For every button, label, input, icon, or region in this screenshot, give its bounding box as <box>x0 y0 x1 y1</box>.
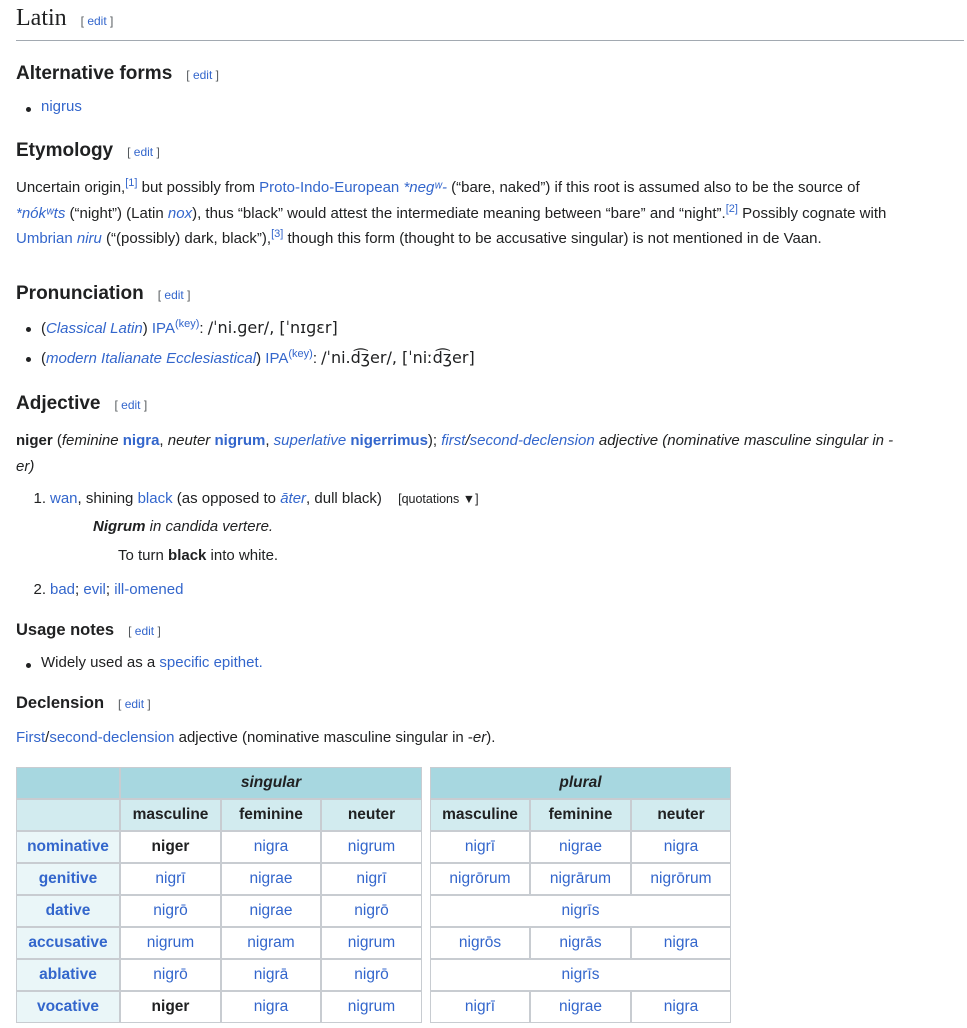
case-header[interactable]: dative <box>16 895 120 927</box>
table-cell[interactable]: nigrae <box>530 831 631 863</box>
edit-link[interactable]: edit <box>124 697 145 711</box>
gender-header: neuter <box>631 799 731 831</box>
declension-table-plural <box>430 767 731 1023</box>
language-title: Latin <box>16 5 67 31</box>
definition-1: 1. wan, shining black (as opposed to āter, dull black) [quotations ▼] <box>33 490 479 507</box>
section-adjective: Adjective [ edit ] <box>16 393 148 414</box>
black-link[interactable]: black <box>137 490 173 507</box>
bullet-icon <box>26 663 31 668</box>
pie-link[interactable]: Proto-Indo-European <box>259 179 400 196</box>
number-header: plural <box>430 767 731 799</box>
list-item: (modern Italianate Ecclesiastical) $IPA^{(key)}$: /ˈni.d͡ʒer/, [ˈniːd͡ʒer] <box>26 348 475 367</box>
gender-header: masculine <box>120 799 221 831</box>
list-item: Widely used as a specific epithet. <box>26 654 263 671</box>
table-cell[interactable]: nigrārum <box>530 863 631 895</box>
neg-link[interactable]: *negʷ- <box>403 179 447 196</box>
declension-table-singular <box>16 767 422 1023</box>
table-cell: niger <box>120 831 221 863</box>
nokts-link[interactable]: *nókʷts <box>16 204 66 222</box>
bullet-icon <box>26 107 31 112</box>
table-cell[interactable]: nigrō <box>321 959 422 991</box>
nigra-link[interactable]: nigra <box>122 432 160 449</box>
table-cell[interactable]: nigra <box>631 991 731 1023</box>
table-cell[interactable]: nigra <box>631 831 731 863</box>
heading-rule <box>16 40 964 41</box>
section-title: Alternative forms <box>16 63 173 84</box>
table-cell[interactable]: nigrī <box>430 991 530 1023</box>
declension-summary: First/second-declension adjective (nominative masculine singular in -er). <box>16 729 496 746</box>
ref-1[interactable]: [1] <box>125 177 138 189</box>
section-usage-notes: Usage notes [ edit ] <box>16 621 161 639</box>
gender-header: masculine <box>430 799 530 831</box>
table-cell[interactable]: nigram <box>221 927 321 959</box>
table-cell[interactable]: nigrā <box>221 959 321 991</box>
ipa-link[interactable]: IPA <box>265 350 289 367</box>
second-declension-link[interactable]: second-declension <box>469 432 595 449</box>
section-title: Declension <box>16 694 105 712</box>
second-declension-link[interactable]: second-declension <box>49 729 175 746</box>
table-cell[interactable]: nigrae <box>221 895 321 927</box>
nigerrimus-link[interactable]: nigerrimus <box>350 432 428 449</box>
gender-header: neuter <box>321 799 422 831</box>
table-cell[interactable]: nigra <box>631 927 731 959</box>
edit-link[interactable]: edit <box>164 288 184 302</box>
table-cell[interactable]: nigrās <box>530 927 631 959</box>
corner-cell <box>16 767 120 799</box>
ipa-classical: /ˈni.ɡer/, [ˈnɪɡɛr] <box>207 318 338 337</box>
wan-link[interactable]: wan <box>50 490 78 507</box>
table-cell[interactable]: nigrōrum <box>631 863 731 895</box>
gender-header: feminine <box>221 799 321 831</box>
headword-line: niger (feminine nigra, neuter nigrum, superlative nigerrimus); first/second-declension adjective (nominative masculine singular in - er) <box>16 432 894 475</box>
section-title: Usage notes <box>16 621 115 639</box>
usage-example: Nigrum in candida vertere. <box>93 518 274 535</box>
umbrian-link[interactable]: Umbrian <box>16 230 73 247</box>
table-cell[interactable]: nigrae <box>221 863 321 895</box>
example-translation: To turn black into white. <box>118 547 279 564</box>
first-link[interactable]: First <box>16 729 46 746</box>
table-cell[interactable]: nigrō <box>120 895 221 927</box>
ill-omened-link[interactable]: ill-omened <box>114 581 184 598</box>
nox-link[interactable]: nox <box>167 204 193 222</box>
ref-3[interactable]: [3] <box>271 228 284 240</box>
section-etymology: Etymology [ edit ] <box>16 140 160 161</box>
ecclesiastical-link[interactable]: modern Italianate Ecclesiastical <box>46 350 257 367</box>
superlative-link[interactable]: superlative <box>273 432 347 449</box>
ipa-key-link[interactable]: (key) <box>288 348 313 360</box>
table-cell[interactable]: nigrum <box>321 831 422 863</box>
bullet-icon <box>26 327 31 332</box>
nigrum-link[interactable]: nigrum <box>214 432 266 449</box>
table-cell[interactable]: nigrō <box>321 895 422 927</box>
table-cell[interactable]: nigra <box>221 991 321 1023</box>
case-header[interactable]: ablative <box>16 959 120 991</box>
language-heading: Latin [ edit ] <box>16 5 114 31</box>
table-cell[interactable]: nigrī <box>430 831 530 863</box>
classical-latin-link[interactable]: Classical Latin <box>46 320 143 337</box>
ipa-key-link[interactable]: (key) <box>174 318 200 330</box>
list-item <box>26 98 82 115</box>
section-pronunciation: Pronunciation [ edit ] <box>16 283 191 304</box>
table-cell[interactable]: nigrī <box>120 863 221 895</box>
edit-link[interactable]: edit <box>134 624 155 638</box>
corner-cell <box>16 799 120 831</box>
section-title: Adjective <box>16 393 101 414</box>
ref-2[interactable]: [2] <box>725 202 738 215</box>
table-cell[interactable]: nigrīs <box>430 895 731 927</box>
section-alternative-forms: Alternative forms [ edit ] <box>16 63 219 84</box>
section-title: Etymology <box>16 140 114 161</box>
case-header[interactable]: nominative <box>16 831 120 863</box>
case-header[interactable]: vocative <box>16 991 120 1023</box>
table-cell[interactable]: nigrum <box>120 927 221 959</box>
evil-link[interactable]: evil <box>83 581 106 598</box>
first-link[interactable]: first <box>441 432 466 449</box>
case-header[interactable]: genitive <box>16 863 120 895</box>
bad-link[interactable]: bad <box>50 581 76 598</box>
edit-link[interactable]: edit <box>133 145 154 159</box>
edit-link[interactable]: edit <box>121 398 141 412</box>
ipa-link[interactable]: IPA <box>151 320 175 337</box>
gender-header: feminine <box>530 799 631 831</box>
definition-2: 2. bad; evil; ill-omened <box>33 581 184 598</box>
ater-link[interactable]: āter <box>280 490 307 507</box>
ipa-ecclesiastical: /ˈni.d͡ʒer/, [ˈniːd͡ʒer] <box>321 348 475 367</box>
table-cell[interactable]: nigrum <box>321 991 422 1023</box>
case-header[interactable]: accusative <box>16 927 120 959</box>
bullet-icon <box>26 357 31 362</box>
table-cell[interactable]: nigrōs <box>430 927 530 959</box>
table-cell[interactable]: nigrīs <box>430 959 731 991</box>
section-declension: Declension [ edit ] <box>16 694 151 712</box>
specific-epithet-link[interactable]: specific epithet. <box>159 654 263 671</box>
table-cell[interactable]: nigrae <box>530 991 631 1023</box>
quotations-toggle[interactable]: [quotations ▼] <box>398 492 479 506</box>
number-header: singular <box>120 767 422 799</box>
list-item: (Classical Latin) $IPA^{(key)}$: /ˈni.ɡer/, [ˈnɪɡɛr] <box>26 318 338 337</box>
table-cell[interactable]: nigrōrum <box>430 863 530 895</box>
section-title: Pronunciation <box>16 283 144 304</box>
etymology-text: Uncertain origin,[1] but possibly from Proto-Indo-European *negʷ- (“bare, naked”) if this root is assumed also to be the source of *nókʷts (“night”) (Latin nox), thus “black” would attest the intermediate meaning between “bare” and “night”.[2] Possibly cognate with Umbrian niru (“(possibly) dark, black”),[3] though this form (thought to be accusative singular) is not mentioned in de Vaan. <box>16 177 887 247</box>
edit-link[interactable]: edit <box>87 14 107 28</box>
alt-form-link[interactable]: nigrus <box>41 98 82 115</box>
table-cell: niger <box>120 991 221 1023</box>
table-cell[interactable]: nigra <box>221 831 321 863</box>
table-cell[interactable]: nigrī <box>321 863 422 895</box>
table-cell[interactable]: nigrum <box>321 927 422 959</box>
table-cell[interactable]: nigrō <box>120 959 221 991</box>
niru-link[interactable]: niru <box>76 230 102 247</box>
edit-link[interactable]: edit <box>192 68 213 82</box>
